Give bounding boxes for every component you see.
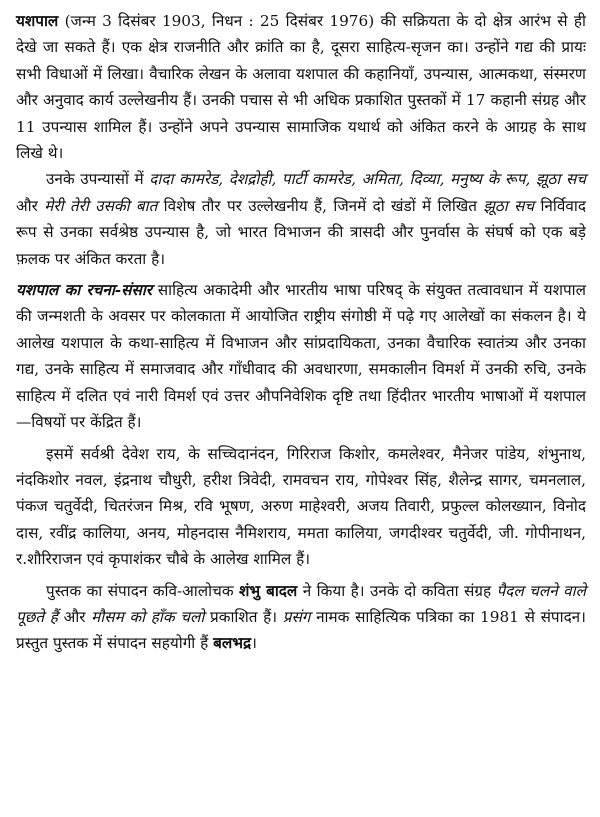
text-run: । bbox=[251, 634, 257, 653]
novel-titles: दादा कामरेड, देशद्रोही, पार्टी कामरेड, अमिता, दिव्या, मनुष्य के रूप, झूठा सच bbox=[149, 170, 586, 189]
text-run: और bbox=[57, 607, 92, 626]
assistant-editor-name: बलभद्र bbox=[213, 634, 252, 653]
text-run: उनके उपन्यासों में bbox=[46, 170, 150, 189]
novel-title: मेरी तेरी उसकी बात bbox=[44, 196, 158, 215]
text-run: साहित्य अकादेमी और भारतीय भाषा परिषद् के संयुक्त तत्वावधान में यशपाल की जन्मशती के अवसर पर कोलकाता में आयोजित राष्ट्रीय संगोष्ठी में पढ़े गए आलेखों का संकलन है। ये आलेख यशपाल के कथा-साहित्य में विभाजन और सांप्रदायिकता, उनका वैचारिक स्वातंत्र्य और उनका गद्य, उनके साहित्य में समाजवाद और गाँधीवाद की अवधारणा, समकालीन विमर्श में उनकी रुचि, उनके साहित्य में दलित एवं नारी विमर्श एवं उत्तर औपनिवेशिक दृष्टि तथा हिंदीतर भारतीय भाषाओं में यशपाल—विषयों पर केंद्रित हैं। bbox=[16, 281, 587, 432]
text-run: (जन्म 3 दिसंबर 1903, निधन : 25 दिसंबर 1976) की सक्रियता के दो क्षेत्र आरंभ से ही देखे जा सकते हैं। एक क्षेत्र राजनीति और क्रांति का है, दूसरा साहित्य-सृजन का। उन्होंने गद्य की प्रायः सभी विधाओं में लिखा। वैचारिक लेखन के अलावा यशपाल की कहानियाँ, उपन्यास, आत्मकथा, संस्मरण और अनुवाद कार्य उल्लेखनीय हैं। उनकी पचास से भी अधिक प्रकाशित पुस्तकों में 17 कहानी संग्रह और 11 उपन्यास शामिल हैं। उन्होंने अपने उपन्यास सामाजिक यथार्थ को अंकित करने के आग्रह के साथ लिखे थे। bbox=[16, 12, 586, 163]
author-name: यशपाल bbox=[16, 12, 59, 30]
paragraph-book-description bbox=[16, 277, 586, 435]
text-run: ने किया है। उनके दो कविता संग्रह bbox=[297, 581, 497, 600]
paragraph-yashpal-intro bbox=[16, 8, 586, 166]
paragraph-editor bbox=[16, 578, 586, 657]
magazine-title: प्रसंग bbox=[282, 607, 311, 626]
text-run: निर्विवाद रूप से उनका सर्वश्रेष्ठ उपन्यास है, जो भारत विभाजन की त्रासदी और पुनर्वास के संघर्ष को एक बड़े फ़लक पर अंकित करता है। bbox=[16, 196, 586, 268]
book-title: यशपाल का रचना-संसार bbox=[16, 281, 153, 300]
collection-title: पैदल चलने वाले पूछते हैं bbox=[16, 581, 587, 626]
text-run: प्रकाशित हैं। bbox=[204, 607, 283, 626]
novel-title: झूठा सच bbox=[483, 196, 535, 215]
text-run: नामक साहित्यिक पत्रिका का 1981 से संपादन। प्रस्तुत पुस्तक में संपादन सहयोगी हैं bbox=[16, 607, 586, 653]
collection-title: मौसम को हाँक चलो bbox=[91, 607, 205, 626]
text-run: और bbox=[16, 196, 45, 215]
editor-name: शंभु बादल bbox=[239, 581, 298, 600]
text-run: इसमें सर्वश्री देवेश राय, के सच्चिदानंदन, गिरिराज किशोर, कमलेश्वर, मैनेजर पांडेय, शंभुनाथ, नंदकिशोर नवल, इंद्रनाथ चौधुरी, हरीश त्रिवेदी, रामवचन राय, गोपेश्वर सिंह, शैलेन्द्र सागर, चमनलाल, पंकज चतुर्वेदी, चितरंजन मिश्र, रवि भूषण, अरुण माहेश्वरी, अजय तिवारी, प्रफुल्ल कोलख्यान, विनोद दास, रवींद्र कालिया, अनय, मोहनदास नैमिशराय, ममता कालिया, जगदीश्वर चतुर्वेदी, जी. गोपीनाथन, र.शौरिराजन एवं कृपाशंकर चौबे के आलेख शामिल हैं। bbox=[16, 444, 586, 569]
text-run: विशेष तौर पर उल्लेखनीय हैं, जिनमें दो खंडों में लिखित bbox=[157, 196, 484, 215]
text-run: पुस्तक का संपादन कवि-आलोचक bbox=[46, 581, 240, 600]
paragraph-novels bbox=[16, 166, 586, 272]
paragraph-contributors bbox=[16, 441, 586, 573]
